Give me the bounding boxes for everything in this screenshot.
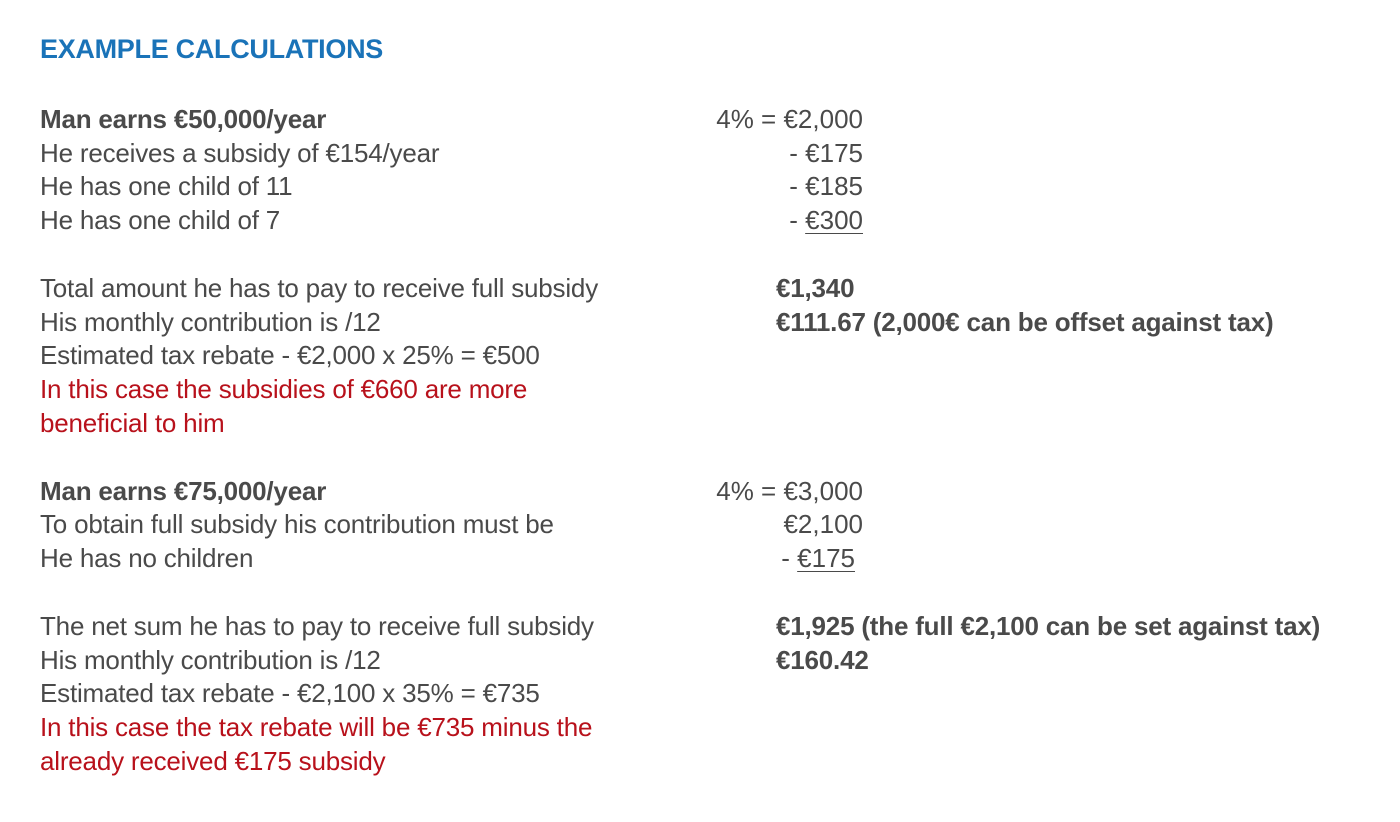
example-1-percentage [716, 102, 863, 136]
example-1-deduction [789, 169, 863, 203]
example-1-summary-label: Total amount he has to pay to receive full subsidy [40, 273, 598, 303]
example-2-percentage [716, 474, 863, 508]
example-2-summary-value: €1,925 (the full €2,100 can be set against tax) [776, 611, 1321, 641]
example-2-conclusion: In this case the tax rebate will be €735 minus the [40, 712, 593, 742]
example-2-deduction [781, 541, 855, 575]
example-2-line: He has no children [40, 543, 254, 573]
minus-sign: - [789, 138, 806, 168]
example-1-summary-value: €111.67 (2,000€ can be offset against tax) [776, 307, 1274, 337]
percentage-value: €2,000 [783, 104, 863, 134]
percentage-value: €3,000 [783, 476, 863, 506]
example-1-deduction [789, 203, 863, 237]
percentage-label: 4% = [716, 104, 784, 134]
example-1-line: He receives a subsidy of €154/year [40, 138, 440, 168]
example-2-conclusion: already received €175 subsidy [40, 746, 386, 776]
example-2-summary-value: €160.42 [776, 645, 869, 675]
minus-sign: - [789, 171, 806, 201]
page-title: EXAMPLE CALCULATIONS [40, 34, 383, 64]
example-2-summary-label: The net sum he has to pay to receive full subsidy [40, 611, 594, 641]
example-2-summary-label: His monthly contribution is /12 [40, 645, 381, 675]
example-1-deduction [789, 136, 863, 170]
example-1-summary-value: €1,340 [776, 273, 855, 303]
example-2-contribution: €2,100 [783, 509, 863, 539]
deduction-value: €300 [805, 205, 863, 235]
deduction-value: €185 [805, 171, 863, 201]
deduction-value: €175 [805, 138, 863, 168]
minus-sign: - [789, 205, 806, 235]
example-2-summary-label: Estimated tax rebate - €2,100 x 35% = €735 [40, 678, 540, 708]
example-1-conclusion: beneficial to him [40, 408, 225, 438]
example-1-heading: Man earns €50,000/year [40, 104, 327, 134]
deduction-value: €175 [797, 543, 855, 573]
example-2-line: To obtain full subsidy his contribution must be [40, 509, 554, 539]
example-1-summary-label: Estimated tax rebate - €2,000 x 25% = €500 [40, 340, 540, 370]
example-1-line: He has one child of 7 [40, 205, 281, 235]
example-1-line: He has one child of 11 [40, 171, 293, 201]
example-1-conclusion: In this case the subsidies of €660 are more [40, 374, 528, 404]
minus-sign: - [781, 543, 798, 573]
example-1-summary-label: His monthly contribution is /12 [40, 307, 381, 337]
percentage-label: 4% = [716, 476, 784, 506]
example-2-heading: Man earns €75,000/year [40, 476, 327, 506]
